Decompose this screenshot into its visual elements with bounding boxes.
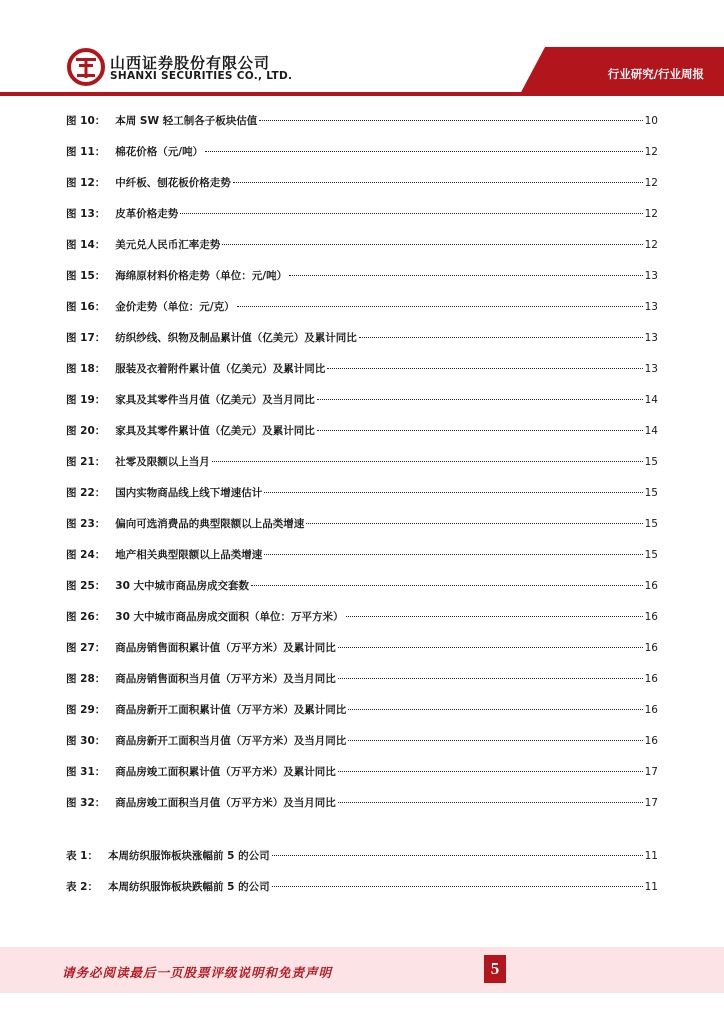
- leader-dots: [233, 182, 643, 183]
- page-number: 5: [484, 955, 506, 983]
- page-ref: 16: [644, 642, 658, 654]
- figure-title: 棉花价格（元/吨）: [115, 146, 204, 158]
- figure-title: 商品房竣工面积累计值（万平方米）及累计同比: [115, 766, 336, 778]
- toc-entry-figure[interactable]: [66, 361, 658, 392]
- page-ref: 14: [644, 394, 658, 406]
- leader-dots: [338, 678, 643, 679]
- figure-label: 图 23：: [66, 518, 106, 530]
- page-ref: 12: [644, 239, 658, 251]
- page-ref: 12: [644, 177, 658, 189]
- figure-label: 图 24：: [66, 549, 106, 561]
- figure-label: 图 14：: [66, 239, 106, 251]
- page-ref: 14: [644, 425, 658, 437]
- toc-entry-figure[interactable]: [66, 733, 658, 764]
- figure-label: 图 10：: [66, 115, 106, 127]
- figure-title: 海绵原材料价格走势（单位：元/吨）: [115, 270, 288, 282]
- leader-dots: [259, 120, 642, 121]
- figure-label: 图 17：: [66, 332, 106, 344]
- leader-dots: [348, 740, 642, 741]
- figure-title: 纺织纱线、织物及制品累计值（亿美元）及累计同比: [115, 332, 357, 344]
- section-label: 行业研究/行业周报: [607, 67, 704, 81]
- figure-label: 图 29：: [66, 704, 106, 716]
- table-label: 表 2：: [66, 881, 98, 893]
- toc-entry-figure[interactable]: [66, 640, 658, 671]
- figure-title: 商品房销售面积当月值（万平方米）及当月同比: [115, 673, 336, 685]
- table-list: [66, 848, 658, 910]
- page-ref: 15: [644, 487, 658, 499]
- leader-dots: [180, 213, 642, 214]
- figure-title: 商品房竣工面积当月值（万平方米）及当月同比: [115, 797, 336, 809]
- page-ref: 13: [644, 270, 658, 282]
- page-ref: 16: [644, 673, 658, 685]
- toc-entry-figure[interactable]: [66, 764, 658, 795]
- leader-dots: [338, 802, 643, 803]
- figure-label: 图 13：: [66, 208, 106, 220]
- leader-dots: [317, 430, 643, 431]
- disclaimer-note: 请务必阅读最后一页股票评级说明和免责声明: [62, 965, 333, 980]
- page-ref: 15: [644, 549, 658, 561]
- toc-entry-figure[interactable]: [66, 671, 658, 702]
- page-ref: 15: [644, 518, 658, 530]
- figure-title: 中纤板、刨花板价格走势: [115, 177, 231, 189]
- figure-title: 商品房销售面积累计值（万平方米）及累计同比: [115, 642, 336, 654]
- figure-title: 皮革价格走势: [115, 208, 179, 220]
- toc-entry-figure[interactable]: [66, 268, 658, 299]
- page-ref: 11: [644, 850, 658, 862]
- leader-dots: [272, 855, 643, 856]
- figure-label: 图 32：: [66, 797, 106, 809]
- leader-dots: [348, 709, 642, 710]
- toc-entry-figure[interactable]: [66, 392, 658, 423]
- figure-label: 图 18：: [66, 363, 106, 375]
- figure-label: 图 25：: [66, 580, 106, 592]
- leader-dots: [237, 306, 643, 307]
- table-title: 本周纺织服饰板块跌幅前 5 的公司: [107, 881, 270, 893]
- figure-title: 30 大中城市商品房成交套数: [115, 580, 250, 592]
- leader-dots: [346, 616, 643, 617]
- page-ref: 12: [644, 208, 658, 220]
- leader-dots: [272, 886, 643, 887]
- toc-entry-figure[interactable]: [66, 144, 658, 175]
- page-ref: 13: [644, 363, 658, 375]
- figure-title: 社零及限额以上当月: [115, 456, 210, 468]
- list-of-figures-and-tables: [66, 113, 658, 910]
- toc-entry-figure[interactable]: [66, 547, 658, 578]
- figure-title: 商品房新开工面积累计值（万平方米）及累计同比: [115, 704, 347, 716]
- figure-label: 图 30：: [66, 735, 106, 747]
- toc-entry-figure[interactable]: [66, 485, 658, 516]
- company-name-en: SHANXI SECURITIES CO., LTD.: [110, 70, 293, 82]
- figure-label: 图 31：: [66, 766, 106, 778]
- figure-title: 国内实物商品线上线下增速估计: [115, 487, 263, 499]
- leader-dots: [317, 399, 643, 400]
- page-ref: 11: [644, 881, 658, 893]
- company-name-cn: 山西证券股份有限公司: [110, 54, 271, 72]
- leader-dots: [338, 647, 643, 648]
- figure-label: 图 16：: [66, 301, 106, 313]
- leader-dots: [327, 368, 642, 369]
- toc-entry-figure[interactable]: [66, 578, 658, 609]
- toc-entry-figure[interactable]: [66, 423, 658, 454]
- figure-label: 图 21：: [66, 456, 106, 468]
- figure-title: 服装及衣着附件累计值（亿美元）及累计同比: [115, 363, 326, 375]
- page-ref: 13: [644, 301, 658, 313]
- section-spacer: [66, 826, 658, 848]
- leader-dots: [205, 151, 643, 152]
- leader-dots: [264, 492, 642, 493]
- figure-label: 图 19：: [66, 394, 106, 406]
- toc-entry-figure[interactable]: [66, 113, 658, 144]
- toc-entry-figure[interactable]: [66, 454, 658, 485]
- leader-dots: [338, 771, 643, 772]
- page-ref: 12: [644, 146, 658, 158]
- toc-entry-figure[interactable]: [66, 330, 658, 361]
- figure-label: 图 28：: [66, 673, 106, 685]
- figure-title: 地产相关典型限额以上品类增速: [115, 549, 263, 561]
- table-label: 表 1：: [66, 850, 98, 862]
- figure-label: 图 12：: [66, 177, 106, 189]
- page-ref: 17: [644, 797, 658, 809]
- figure-label: 图 15：: [66, 270, 106, 282]
- page-ref: 16: [644, 580, 658, 592]
- leader-dots: [212, 461, 643, 462]
- page-ref: 16: [644, 611, 658, 623]
- figure-title: 偏向可选消费品的典型限额以上品类增速: [115, 518, 305, 530]
- page-ref: 13: [644, 332, 658, 344]
- toc-entry-figure[interactable]: [66, 206, 658, 237]
- figure-title: 金价走势（单位：元/克）: [115, 301, 235, 313]
- figure-list: [66, 113, 658, 826]
- leader-dots: [359, 337, 643, 338]
- page-header: [0, 0, 724, 100]
- toc-entry-figure[interactable]: [66, 795, 658, 826]
- figure-label: 图 27：: [66, 642, 106, 654]
- table-title: 本周纺织服饰板块涨幅前 5 的公司: [107, 850, 270, 862]
- leader-dots: [289, 275, 643, 276]
- figure-title: 美元兑人民币汇率走势: [115, 239, 221, 251]
- toc-entry-figure[interactable]: [66, 237, 658, 268]
- page-ref: 15: [644, 456, 658, 468]
- page-ref: 16: [644, 704, 658, 716]
- page-ref: 10: [644, 115, 658, 127]
- page-ref: 17: [644, 766, 658, 778]
- figure-label: 图 22：: [66, 487, 106, 499]
- figure-title: 家具及其零件当月值（亿美元）及当月同比: [115, 394, 315, 406]
- toc-entry-figure[interactable]: [66, 299, 658, 330]
- toc-entry-table[interactable]: [66, 879, 658, 910]
- leader-dots: [306, 523, 642, 524]
- toc-entry-figure[interactable]: [66, 702, 658, 733]
- figure-title: 家具及其零件累计值（亿美元）及累计同比: [115, 425, 315, 437]
- leader-dots: [222, 244, 642, 245]
- figure-label: 图 20：: [66, 425, 106, 437]
- page-ref: 16: [644, 735, 658, 747]
- toc-entry-figure[interactable]: [66, 609, 658, 640]
- figure-title: 商品房新开工面积当月值（万平方米）及当月同比: [115, 735, 347, 747]
- figure-title: 本周 SW 轻工制各子板块估值: [115, 115, 258, 127]
- toc-entry-figure[interactable]: [66, 175, 658, 206]
- figure-title: 30 大中城市商品房成交面积（单位：万平方米）: [115, 611, 344, 623]
- figure-label: 图 11：: [66, 146, 106, 158]
- leader-dots: [251, 585, 643, 586]
- leader-dots: [264, 554, 642, 555]
- figure-label: 图 26：: [66, 611, 106, 623]
- shanxi-securities-logo-icon: [66, 47, 106, 87]
- toc-entry-table[interactable]: [66, 848, 658, 879]
- toc-entry-figure[interactable]: [66, 516, 658, 547]
